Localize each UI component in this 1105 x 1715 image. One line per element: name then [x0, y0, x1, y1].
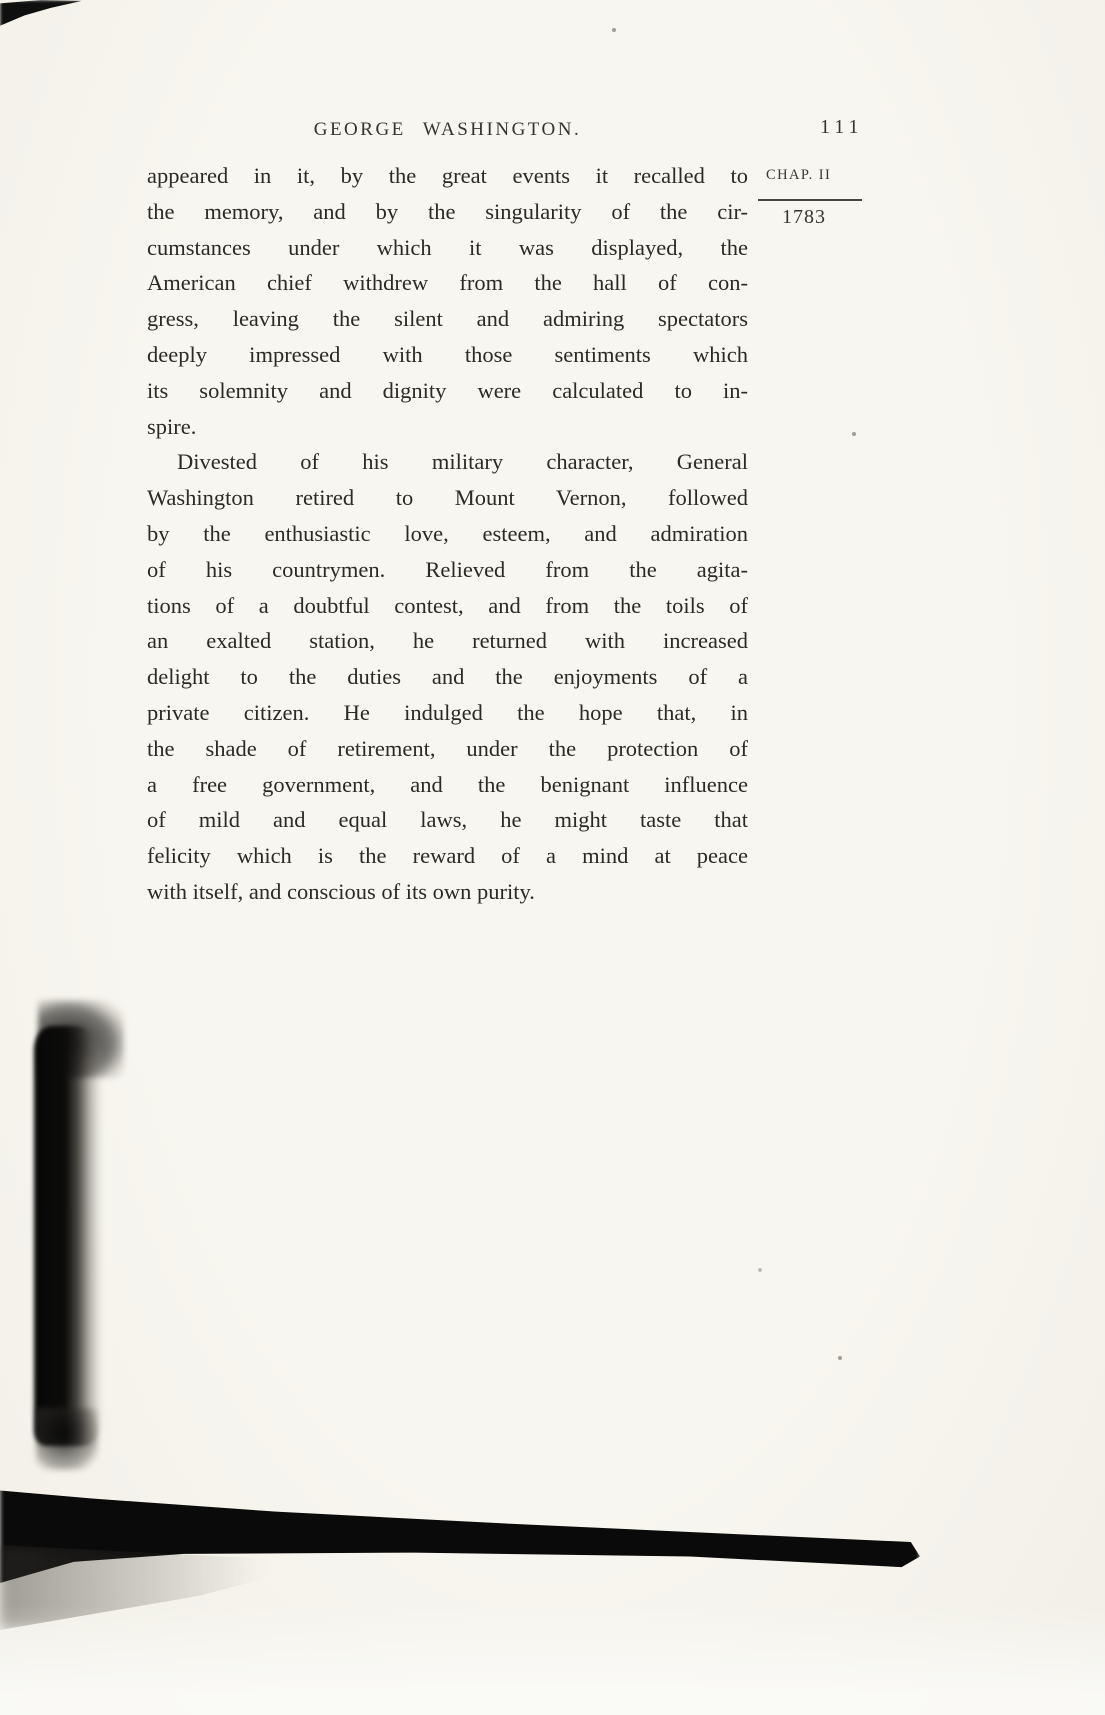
text-line: its solemnity and dignity were calculated to in- — [147, 377, 748, 403]
scan-blot-left-bottom — [36, 1408, 98, 1470]
text-line: appeared in it, by the great events it recalled to — [147, 163, 748, 188]
text-line: spire. — [147, 413, 197, 439]
text-line: American chief withdrew from the hall of con- — [147, 270, 748, 296]
text-line: with itself, and conscious of its own purity. — [147, 878, 535, 904]
paragraph — [147, 444, 748, 909]
gutter-shadow-fuzz — [0, 1545, 330, 1630]
ink-smudge-top-left — [0, 0, 82, 28]
running-header-title: GEORGE WASHINGTON. — [313, 119, 582, 140]
text-line: delight to the duties and the enjoyments of a — [147, 664, 748, 690]
text-line: felicity which is the reward of a mind at peace — [147, 843, 748, 869]
text-line: of his countrymen. Relieved from the agita- — [147, 556, 748, 582]
text-line: Washington retired to Mount Vernon, followed — [147, 485, 748, 511]
text-line: an exalted station, he returned with increased — [147, 628, 748, 654]
scan-blot-left — [34, 1026, 104, 1446]
text-line: deeply impressed with those sentiments which — [147, 341, 748, 367]
text-line: cumstances under which it was displayed, the — [147, 234, 748, 260]
text-line: private citizen. He indulged the hope that, in — [147, 699, 748, 725]
text-line: a free government, and the benignant influence — [147, 771, 748, 797]
page-body — [147, 158, 748, 910]
scanner-edge-fade — [0, 1605, 1105, 1715]
text-line: the memory, and by the singularity of the cir- — [147, 198, 748, 224]
scan-speck — [612, 28, 616, 32]
scan-speck — [852, 432, 856, 436]
sidenote-year: 1783 — [782, 206, 826, 228]
sidenote-chapter: CHAP. II — [766, 167, 832, 183]
text-line: gress, leaving the silent and admiring spectators — [147, 306, 748, 332]
sidenote-rule — [758, 199, 862, 201]
scan-speck — [758, 1268, 762, 1272]
text-line: of mild and equal laws, he might taste that — [147, 807, 748, 833]
paragraph — [147, 158, 748, 444]
text-line: by the enthusiastic love, esteem, and admiration — [147, 520, 748, 546]
scan-speck — [838, 1356, 842, 1360]
text-line: the shade of retirement, under the protection of — [147, 735, 748, 761]
text-line: tions of a doubtful contest, and from the toils of — [147, 592, 748, 618]
page-number: 111 — [820, 116, 864, 138]
text-line: Divested of his military character, General — [177, 449, 748, 475]
